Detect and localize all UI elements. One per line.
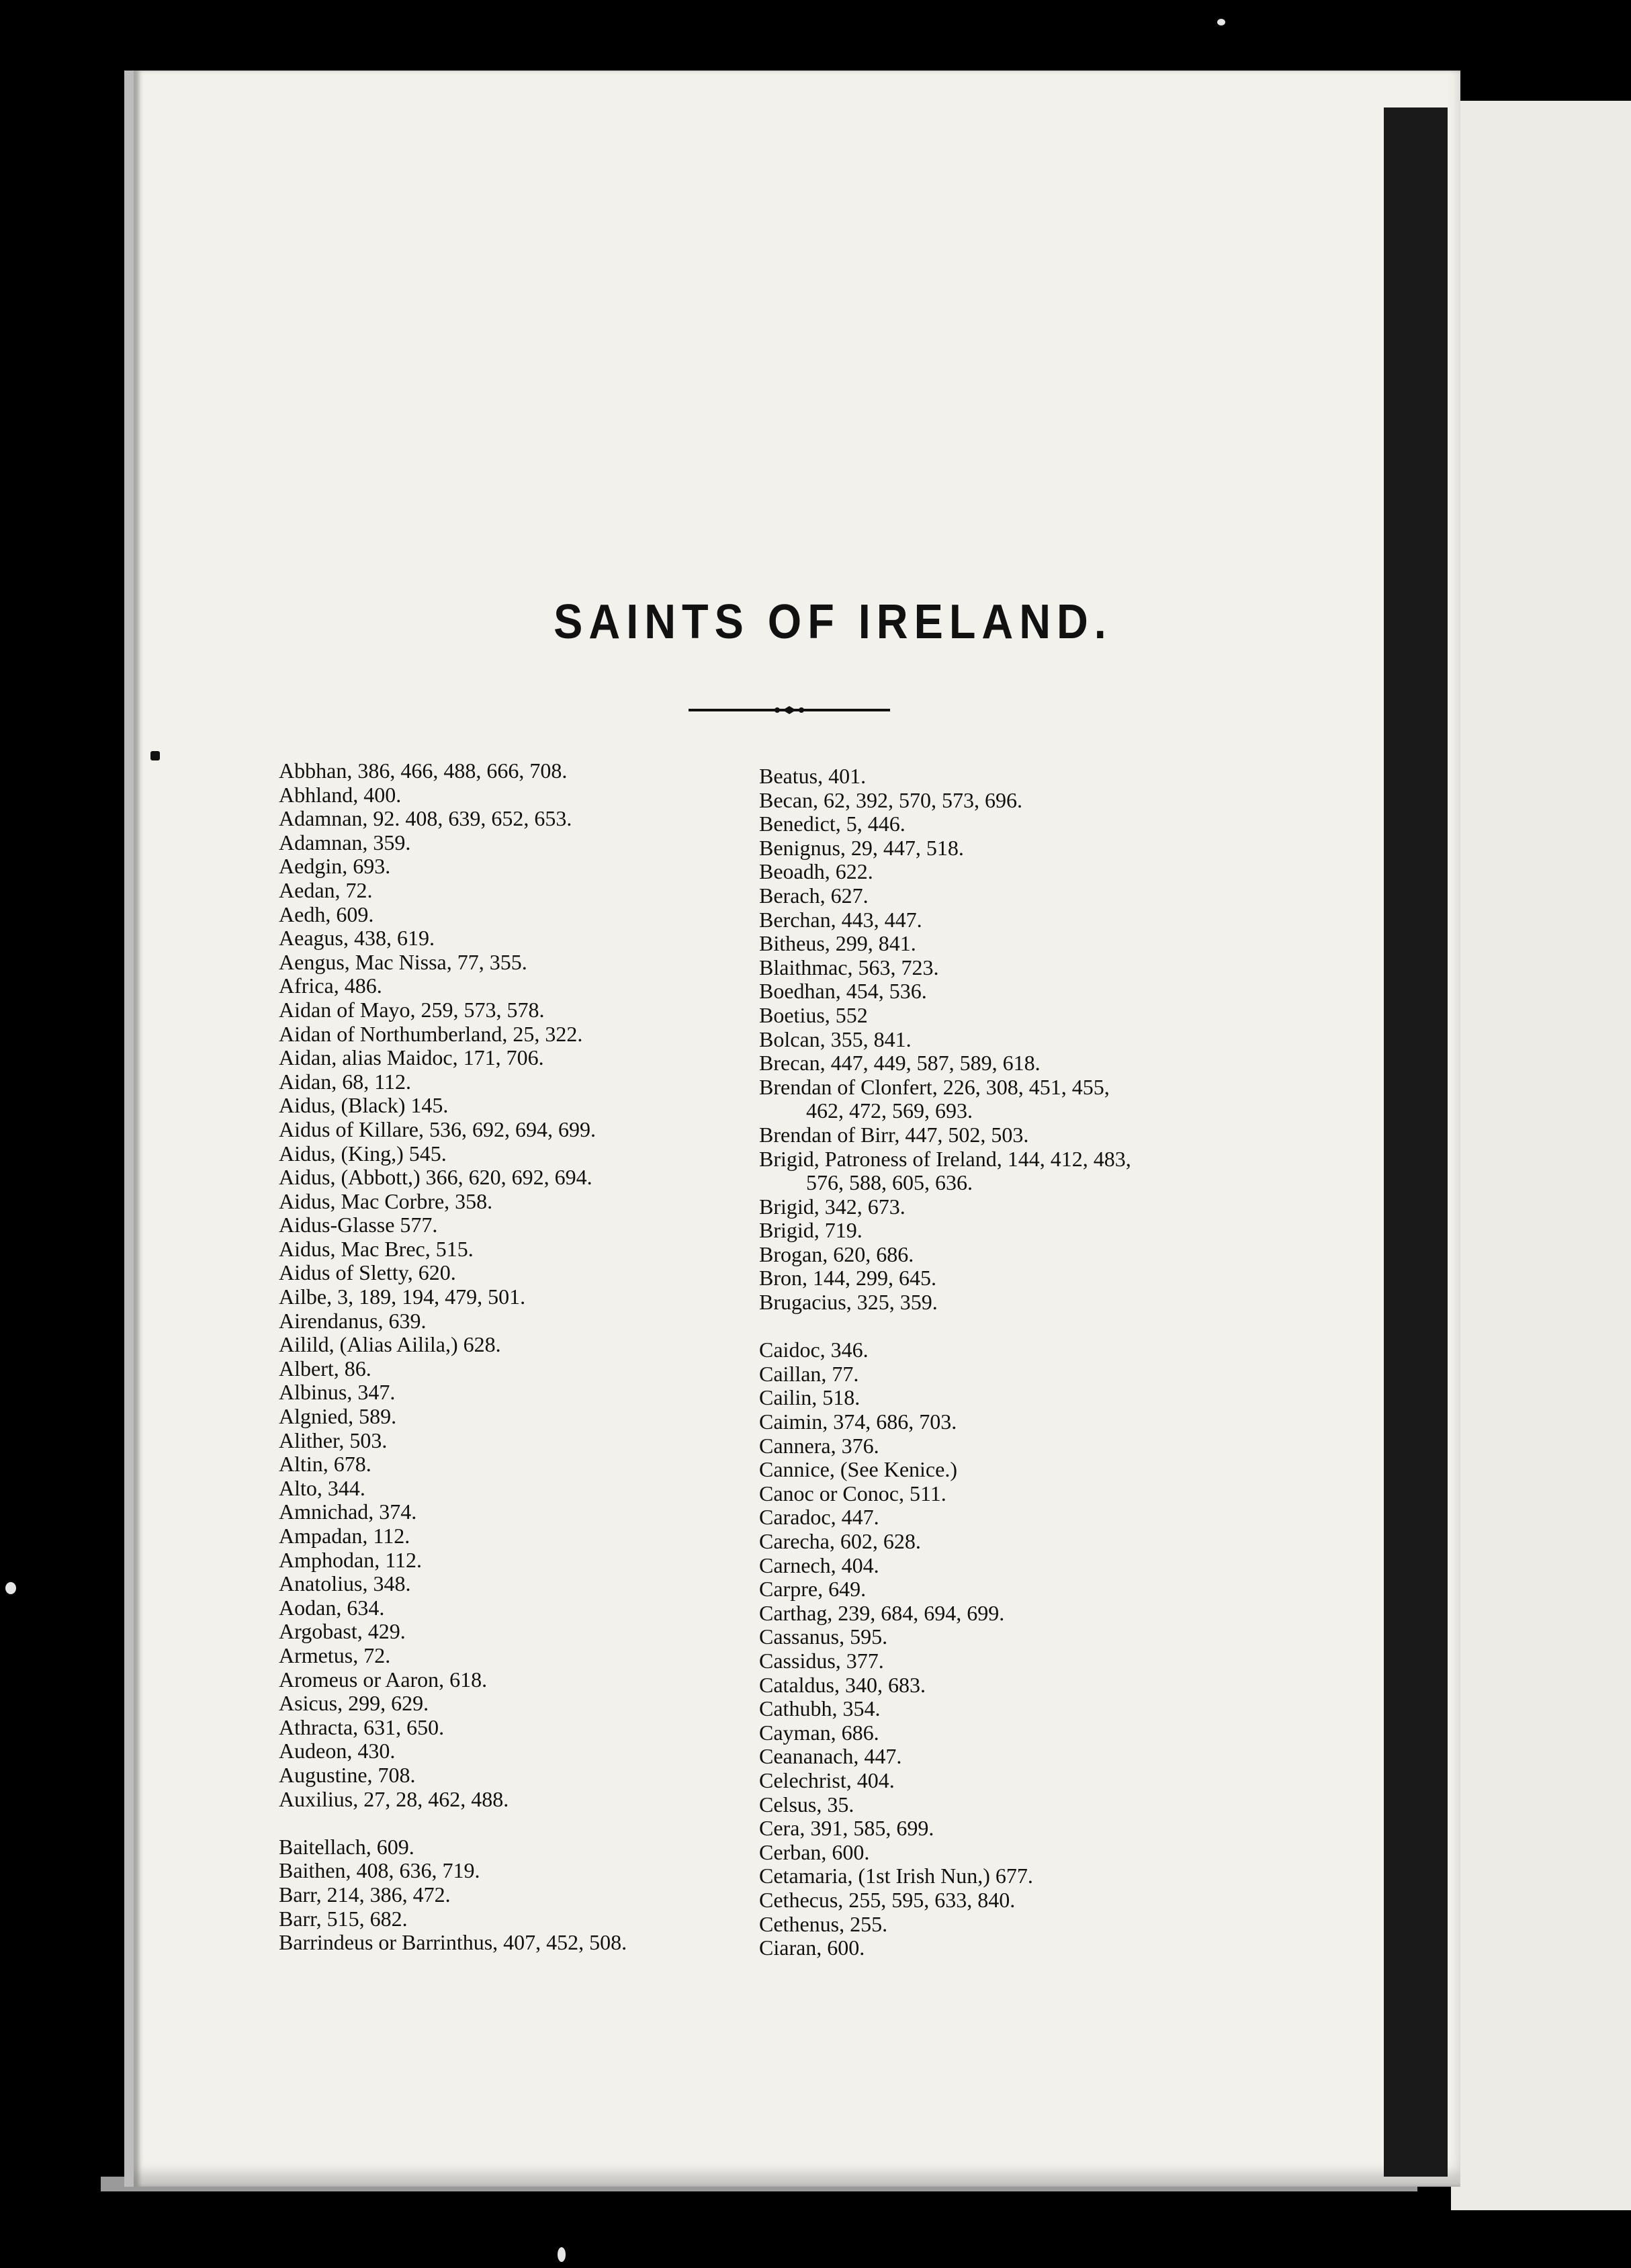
index-entry: Cannice, (See Kenice.) [759, 1457, 957, 1482]
index-entry: Altin, 678. [279, 1452, 371, 1477]
index-entry: Ailild, (Alias Ailila,) 628. [279, 1332, 501, 1357]
index-entry: Cataldus, 340, 683. [759, 1672, 926, 1697]
index-entry: Aedan, 72. [279, 877, 373, 902]
index-entry: Brendan of Birr, 447, 502, 503. [759, 1122, 1029, 1147]
index-entry: Cera, 391, 585, 699. [759, 1816, 934, 1841]
index-entry: Aodan, 634. [279, 1595, 385, 1620]
index-letter-gap [279, 1811, 627, 1835]
index-entry: Alither, 503. [279, 1428, 388, 1452]
title-rule-ornament [689, 705, 890, 715]
index-entry: Brigid, 342, 673. [759, 1194, 906, 1219]
index-column-left [279, 759, 627, 1955]
index-entry: Alto, 344. [279, 1475, 365, 1500]
index-entry: Amphodan, 112. [279, 1547, 423, 1572]
index-entry: Baithen, 408, 636, 719. [279, 1858, 480, 1883]
index-entry: Athracta, 631, 650. [279, 1714, 445, 1739]
index-entry: Baitellach, 609. [279, 1834, 414, 1859]
index-entry: Bitheus, 299, 841. [759, 931, 916, 956]
index-entry: Auxilius, 27, 28, 462, 488. [279, 1786, 509, 1811]
index-entry: Berchan, 443, 447. [759, 907, 922, 932]
index-entry: Ampadan, 112. [279, 1524, 410, 1548]
index-entry: Cassanus, 595. [759, 1624, 888, 1649]
index-entry: Aidan of Northumberland, 25, 322. [279, 1021, 583, 1046]
index-entry: Celsus, 35. [759, 1792, 854, 1817]
index-entry: Aidus of Killare, 536, 692, 694, 699. [279, 1117, 596, 1141]
scan-speck [5, 1582, 16, 1594]
margin-mark [150, 751, 160, 760]
index-entry: Adamnan, 359. [279, 830, 411, 855]
index-entry: Cetamaria, (1st Irish Nun,) 677. [759, 1864, 1033, 1888]
index-entry: Caidoc, 346. [759, 1338, 869, 1362]
index-entry: Carpre, 649. [759, 1577, 867, 1602]
index-entry: Cailin, 518. [759, 1385, 861, 1410]
index-entry: Adamnan, 92. 408, 639, 652, 653. [279, 806, 572, 831]
index-entry: Brigid, Patroness of Ireland, 144, 412, 483, [759, 1146, 1131, 1171]
index-entry: Audeon, 430. [279, 1739, 396, 1763]
index-entry: Cethenus, 255. [759, 1911, 888, 1936]
index-entry: Aidus-Glasse 577. [279, 1213, 438, 1237]
index-entry: Caillan, 77. [759, 1361, 859, 1386]
index-entry: Armetus, 72. [279, 1643, 391, 1667]
index-entry: Brecan, 447, 449, 587, 589, 618. [759, 1051, 1041, 1076]
index-entry: Albert, 86. [279, 1356, 371, 1381]
index-entry: Argobast, 429. [279, 1619, 406, 1644]
index-entry: Aedh, 609. [279, 902, 374, 926]
index-entry: Becan, 62, 392, 570, 573, 696. [759, 787, 1022, 812]
index-entry: Carecha, 602, 628. [759, 1529, 921, 1553]
index-entry: Blaithmac, 563, 723. [759, 955, 939, 979]
index-entry: Aengus, Mac Nissa, 77, 355. [279, 949, 527, 974]
index-entry: Brogan, 620, 686. [759, 1241, 914, 1266]
index-entry: Brendan of Clonfert, 226, 308, 451, 455, [759, 1074, 1110, 1099]
index-entry: Berach, 627. [759, 883, 869, 908]
index-entry: Aidan, alias Maidoc, 171, 706. [279, 1045, 544, 1070]
index-letter-gap [759, 1315, 1131, 1339]
index-entry: Cayman, 686. [759, 1720, 879, 1745]
facing-page-edge [1451, 101, 1631, 2210]
index-entry: Barr, 214, 386, 472. [279, 1882, 451, 1907]
index-entry: Airendanus, 639. [279, 1308, 427, 1333]
index-entry: Carnech, 404. [759, 1553, 879, 1577]
index-entry: Boetius, 552 [759, 1002, 868, 1027]
scan-speck [558, 2247, 566, 2262]
index-entry: Caradoc, 447. [759, 1505, 879, 1530]
index-entry: Boedhan, 454, 536. [759, 979, 927, 1004]
index-entry: Ailbe, 3, 189, 194, 479, 501. [279, 1284, 526, 1309]
index-entry: Aidus, (Black) 145. [279, 1093, 449, 1118]
index-entry: Caimin, 374, 686, 703. [759, 1409, 957, 1434]
index-entry: Aidus, (Abbott,) 366, 620, 692, 694. [279, 1165, 592, 1190]
index-entry: Aeagus, 438, 619. [279, 926, 435, 951]
index-entry: Bolcan, 355, 841. [759, 1027, 912, 1051]
index-entry: Brugacius, 325, 359. [759, 1290, 938, 1315]
index-entry: Brigid, 719. [759, 1218, 863, 1243]
index-entry: Cathubh, 354. [759, 1696, 881, 1721]
index-entry-continuation: 462, 472, 569, 693. [806, 1098, 973, 1123]
index-entry: Beoadh, 622. [759, 859, 873, 884]
index-entry: Celechrist, 404. [759, 1768, 895, 1792]
page-title: SAINTS OF IRELAND. [554, 595, 1112, 649]
index-entry: Augustine, 708. [279, 1762, 416, 1787]
index-entry: Benignus, 29, 447, 518. [759, 835, 964, 860]
index-entry: Albinus, 347. [279, 1380, 396, 1405]
index-entry: Ceananach, 447. [759, 1744, 902, 1769]
index-entry: Aromeus or Aaron, 618. [279, 1667, 488, 1692]
scan-speck [1217, 19, 1225, 26]
index-column-right [759, 765, 1131, 1960]
index-entry: Anatolius, 348. [279, 1571, 411, 1596]
index-entry: Cannera, 376. [759, 1433, 879, 1458]
index-entry: Asicus, 299, 629. [279, 1691, 429, 1716]
index-entry: Bron, 144, 299, 645. [759, 1266, 936, 1291]
index-entry: Aedgin, 693. [279, 854, 391, 879]
index-entry: Aidus, (King,) 545. [279, 1141, 447, 1166]
index-entry: Aidus, Mac Brec, 515. [279, 1236, 474, 1261]
index-entry: Abhland, 400. [279, 782, 402, 807]
index-entry: Carthag, 239, 684, 694, 699. [759, 1600, 1005, 1625]
index-entry: Amnichad, 374. [279, 1499, 417, 1524]
index-entry: Cassidus, 377. [759, 1648, 884, 1673]
index-entry: Barrindeus or Barrinthus, 407, 452, 508. [279, 1930, 627, 1955]
index-entry: Ciaran, 600. [759, 1935, 865, 1960]
index-entry: Beatus, 401. [759, 764, 867, 788]
index-entry: Aidus, Mac Corbre, 358. [279, 1188, 493, 1213]
index-entry: Algnied, 589. [279, 1404, 397, 1429]
page-gutter-shadow [1384, 107, 1448, 2177]
index-entry: Canoc or Conoc, 511. [759, 1481, 946, 1506]
index-entry: Abbhan, 386, 466, 488, 666, 708. [279, 758, 568, 783]
index-entry: Barr, 515, 682. [279, 1906, 408, 1931]
index-entry-continuation: 576, 588, 605, 636. [806, 1170, 973, 1195]
index-entry: Aidan, 68, 112. [279, 1069, 412, 1094]
index-entry: Benedict, 5, 446. [759, 812, 906, 836]
index-entry: Cerban, 600. [759, 1839, 870, 1864]
index-entry: Aidus of Sletty, 620. [279, 1260, 456, 1285]
index-entry: Africa, 486. [279, 973, 382, 998]
index-entry: Cethecus, 255, 595, 633, 840. [759, 1887, 1016, 1912]
index-entry: Aidan of Mayo, 259, 573, 578. [279, 997, 545, 1022]
